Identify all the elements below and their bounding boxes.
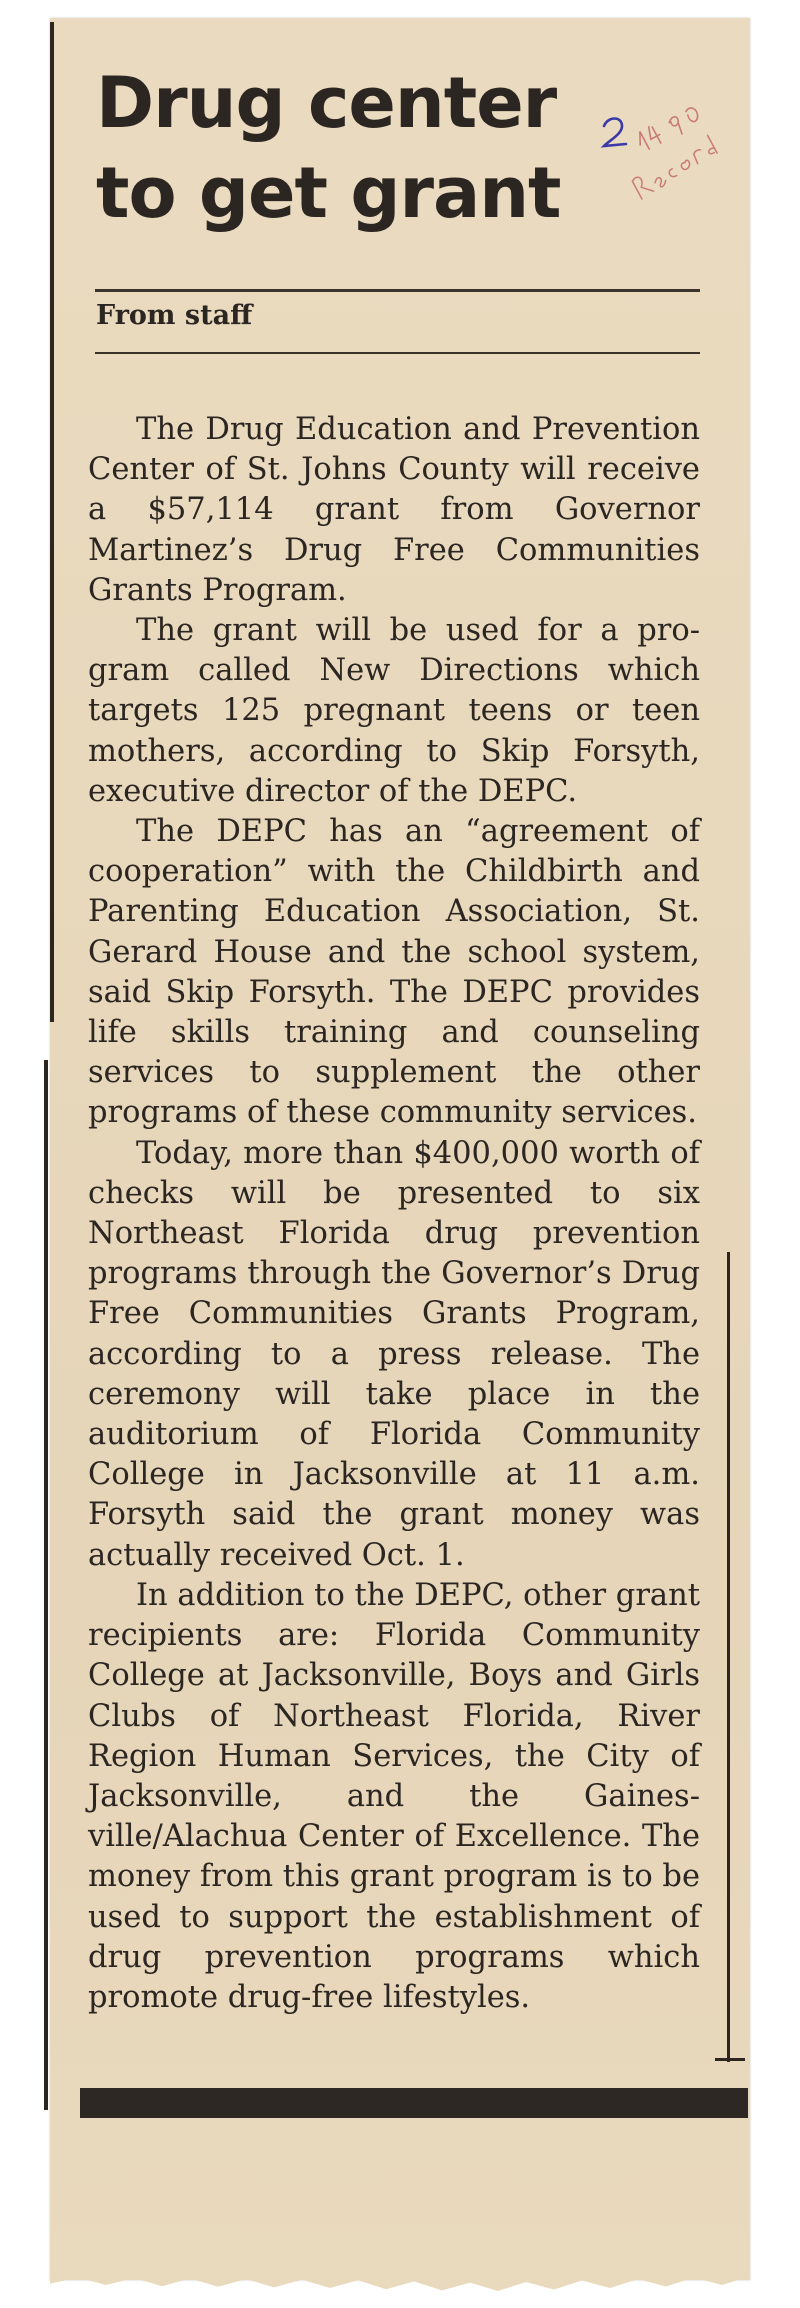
article-paragraph: The DEPC has an “agreement of cooperation” with the Childbirth and Parenting Education Association, St. Gerard House and the school system, said Skip Forsyth. The DEPC provides life skills training and counseling services to supplement the other programs of these community services. [88,814,700,1131]
article-paragraph: The Drug Education and Prevention Center of St. Johns County will receive a $57,114 grant from Governor Martinez’s Drug Free Communities Grants Program. [88,412,700,608]
article-body [88,410,700,2018]
column-rule-left [50,22,54,1022]
byline-divider [95,352,700,354]
headline-divider [95,289,700,292]
column-rule-left-lower [44,1060,48,2110]
column-rule-right-foot [715,2058,745,2061]
article-paragraph: The grant will be used for a program called New Directions which targets 125 pregnant teens or teen mothers, according to Skip Forsyth, executive director of the DEPC. [88,613,700,809]
column-rule-right [727,1252,730,2062]
byline: From staff [96,300,253,331]
torn-paper-edge [50,2264,750,2294]
article-paragraph: In addition to the DEPC, other grant recipients are: Florida Community College at Jacksonville, Boys and Girls Clubs of Northeast Florida, River Region Human Services, the City of Jacksonville, and the Gainesville/Alachua Center of Excellence. The money from this grant program is to be used to support the establishment of drug prevention programs which promote drug-free lifestyles. [88,1577,700,2015]
headline: Drug center to get grant [96,62,561,234]
article-paragraph: Today, more than $400,000 worth of checks will be presented to six Northeast Florida drug prevention programs through the Governor’s Drug Free Communities Grants Program, according to a press release. The ceremony will take place in the auditorium of Florida Community College in Jacksonville at 11 a.m. Forsyth said the grant money was actually received Oct. 1. [88,1135,700,1573]
column-end-bar [80,2088,748,2118]
